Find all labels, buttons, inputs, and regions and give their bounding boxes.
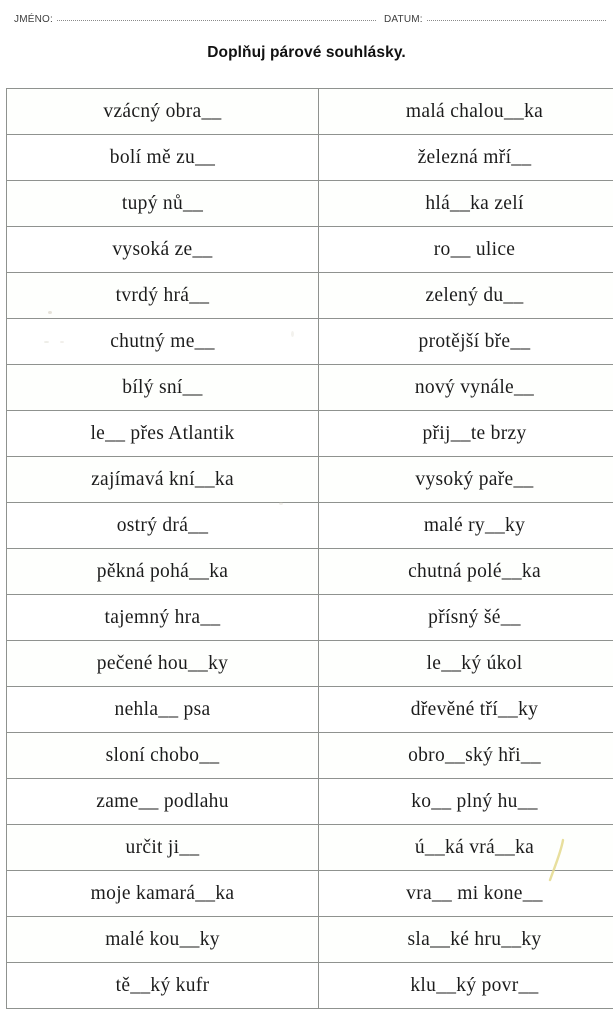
table-row bbox=[7, 641, 613, 687]
exercise-cell-right[interactable]: ro__ ulice bbox=[319, 227, 613, 273]
worksheet-header bbox=[0, 14, 613, 32]
table-row bbox=[7, 273, 613, 319]
table-row bbox=[7, 825, 613, 871]
table-row bbox=[7, 411, 613, 457]
exercise-cell-left[interactable]: ostrý drá__ bbox=[7, 503, 319, 549]
exercise-cell-right[interactable]: hlá__ka zelí bbox=[319, 181, 613, 227]
exercise-cell-left[interactable]: malé kou__ky bbox=[7, 917, 319, 963]
table-row bbox=[7, 963, 613, 1009]
exercise-cell-left[interactable]: zajímavá kní__ka bbox=[7, 457, 319, 503]
exercise-table bbox=[6, 88, 613, 1009]
exercise-cell-left[interactable]: pěkná pohá__ka bbox=[7, 549, 319, 595]
table-row bbox=[7, 595, 613, 641]
table-row bbox=[7, 319, 613, 365]
table-row bbox=[7, 181, 613, 227]
exercise-cell-left[interactable]: tajemný hra__ bbox=[7, 595, 319, 641]
name-field[interactable] bbox=[14, 14, 376, 25]
exercise-cell-right[interactable]: vysoký paře__ bbox=[319, 457, 613, 503]
exercise-cell-right[interactable]: přísný šé__ bbox=[319, 595, 613, 641]
table-row bbox=[7, 227, 613, 273]
exercise-cell-right[interactable]: obro__ský hři__ bbox=[319, 733, 613, 779]
date-dotted-line[interactable] bbox=[427, 19, 606, 21]
table-row bbox=[7, 457, 613, 503]
exercise-cell-left[interactable]: vysoká ze__ bbox=[7, 227, 319, 273]
exercise-cell-right[interactable]: malé ry__ky bbox=[319, 503, 613, 549]
exercise-cell-left[interactable]: le__ přes Atlantik bbox=[7, 411, 319, 457]
exercise-cell-right[interactable]: ko__ plný hu__ bbox=[319, 779, 613, 825]
exercise-cell-left[interactable]: moje kamará__ka bbox=[7, 871, 319, 917]
exercise-cell-left[interactable]: chutný me__ bbox=[7, 319, 319, 365]
exercise-cell-left[interactable]: určit ji__ bbox=[7, 825, 319, 871]
table-row bbox=[7, 365, 613, 411]
page-title: Doplňuj párové souhlásky. bbox=[0, 44, 613, 62]
exercise-cell-right[interactable]: vra__ mi kone__ bbox=[319, 871, 613, 917]
table-row bbox=[7, 733, 613, 779]
exercise-cell-right[interactable]: klu__ký povr__ bbox=[319, 963, 613, 1009]
exercise-cell-left[interactable]: sloní chobo__ bbox=[7, 733, 319, 779]
exercise-cell-right[interactable]: sla__ké hru__ky bbox=[319, 917, 613, 963]
table-row bbox=[7, 687, 613, 733]
exercise-cell-right[interactable]: železná mří__ bbox=[319, 135, 613, 181]
exercise-cell-left[interactable]: tvrdý hrá__ bbox=[7, 273, 319, 319]
name-dotted-line[interactable] bbox=[57, 19, 376, 21]
exercise-cell-right[interactable]: chutná polé__ka bbox=[319, 549, 613, 595]
table-row bbox=[7, 89, 613, 135]
exercise-cell-right[interactable]: protější bře__ bbox=[319, 319, 613, 365]
exercise-cell-left[interactable]: pečené hou__ky bbox=[7, 641, 319, 687]
table-row bbox=[7, 503, 613, 549]
date-label: DATUM: bbox=[384, 14, 423, 25]
exercise-cell-right[interactable]: nový vynále__ bbox=[319, 365, 613, 411]
exercise-cell-left[interactable]: tupý nů__ bbox=[7, 181, 319, 227]
table-row bbox=[7, 917, 613, 963]
table-row bbox=[7, 549, 613, 595]
table-row bbox=[7, 135, 613, 181]
date-field[interactable] bbox=[384, 14, 606, 25]
table-row bbox=[7, 779, 613, 825]
name-label: JMÉNO: bbox=[14, 14, 53, 25]
table-row bbox=[7, 871, 613, 917]
exercise-cell-right[interactable]: ú__ká vrá__ka bbox=[319, 825, 613, 871]
exercise-cell-left[interactable]: bílý sní__ bbox=[7, 365, 319, 411]
exercise-cell-right[interactable]: malá chalou__ka bbox=[319, 89, 613, 135]
exercise-cell-left[interactable]: zame__ podlahu bbox=[7, 779, 319, 825]
exercise-cell-left[interactable]: bolí mě zu__ bbox=[7, 135, 319, 181]
exercise-cell-left[interactable]: vzácný obra__ bbox=[7, 89, 319, 135]
exercise-cell-left[interactable]: tě__ký kufr bbox=[7, 963, 319, 1009]
exercise-cell-right[interactable]: zelený du__ bbox=[319, 273, 613, 319]
exercise-cell-right[interactable]: le__ký úkol bbox=[319, 641, 613, 687]
exercise-cell-left[interactable]: nehla__ psa bbox=[7, 687, 319, 733]
exercise-cell-right[interactable]: přij__te brzy bbox=[319, 411, 613, 457]
exercise-cell-right[interactable]: dřevěné tří__ky bbox=[319, 687, 613, 733]
